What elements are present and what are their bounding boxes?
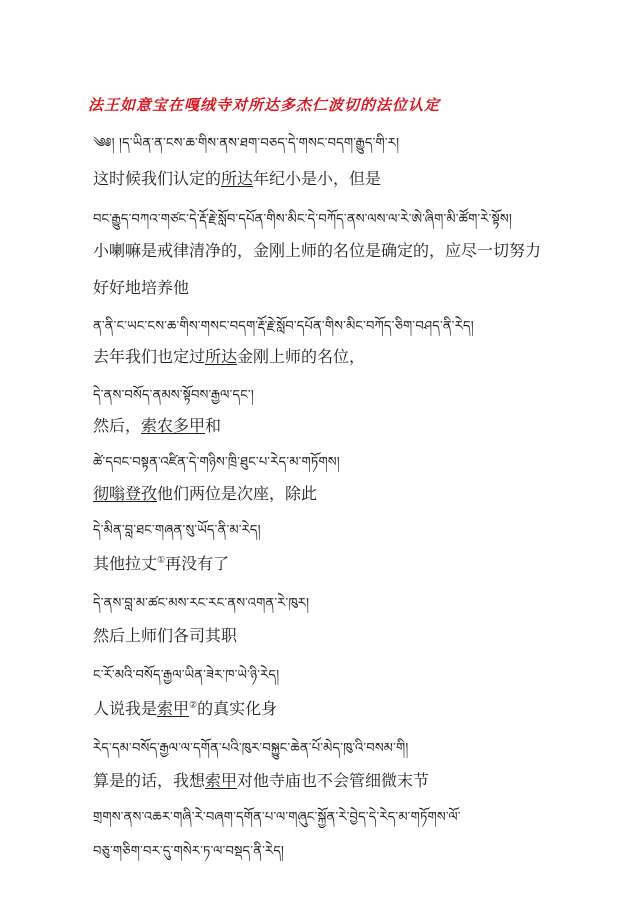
- tibetan-text-line: [93, 515, 261, 552]
- text-segment: 小喇嘛是戒律清净的，金刚上师的名位是确定的，应尽一切努力: [93, 241, 542, 260]
- tibetan-text-line: [93, 802, 461, 839]
- text-segment: 年纪小是小，但是: [253, 169, 382, 188]
- text-segment: 其他拉丈: [93, 554, 158, 573]
- underlined-name: 索甲: [157, 699, 190, 718]
- tibetan-text-line: [93, 447, 340, 484]
- text-segment: 和: [205, 416, 222, 435]
- chinese-text-line: [93, 344, 365, 367]
- tibetan-text-line: [93, 128, 399, 165]
- text-segment: 这时候我们认定的: [93, 169, 222, 188]
- text-segment: 他们两位是次座，除此: [157, 484, 318, 503]
- underlined-name: 所达: [205, 347, 238, 366]
- chinese-text-line: [93, 623, 237, 646]
- chinese-text-line: [93, 551, 229, 574]
- text-segment: ང་རོ་མའི་བསོད་རྒྱལ་ཡིན་ཟེར་ཁ་ཡེ་ཉི་རེད།: [93, 668, 280, 683]
- chinese-text-line: [93, 481, 317, 504]
- text-segment: རེད་དམ་བསོད་རྒྱལ་ལ་དགོན་པའི་ཁུར་བསྐྱུང་ཆེན་པོ་མེད་ཁུ་འི་བསམ་གི།: [93, 741, 409, 756]
- text-segment: 人说我是: [93, 699, 158, 718]
- tibetan-text-line: [93, 380, 254, 417]
- text-segment: ན་ནི་ང་ཡང་ངས་ཆ་གིས་གསང་བདག་རྡོ་རྗེ་སློབ་དཔོན་གིས་མིང་བཀོད་ཅིག་བཤད་ནི་རེད།: [93, 319, 474, 334]
- chinese-text-line: [93, 238, 541, 261]
- text-segment: 然后上师们各司其职: [93, 626, 238, 645]
- tibetan-text-line: [93, 204, 512, 241]
- chinese-text-line: [93, 768, 429, 791]
- footnote-marker: ①: [157, 555, 166, 566]
- text-segment: ༄༅། །ད་ཡིན་ན་ངས་ཆ་གིས་ནས་ཐག་བཅད་དེ་གསང་བདག་རྒྱུད་གི་ར།: [93, 136, 400, 151]
- chinese-text-line: [93, 275, 189, 298]
- text-segment: 金刚上师的名位，: [237, 347, 366, 366]
- text-segment: 好好地培养他: [93, 278, 190, 297]
- chinese-text-line: [93, 696, 277, 719]
- underlined-name: 索甲: [205, 771, 238, 790]
- underlined-name: 彻嗡登孜: [93, 484, 158, 503]
- chinese-text-line: [93, 413, 221, 436]
- underlined-name: 所达: [221, 169, 254, 188]
- text-segment: བང་རྒྱུད་བཀའ་གཙང་དེ་རྡོ་རྗེ་སློབ་དཔོན་གིས་མིང་དེ་བཀོད་ནས་ལས་ལ་རེ་ཨེ་ཞིག་མི་ཚོག་རེ་སྟོས།: [93, 212, 512, 227]
- text-segment: 算是的话，我想: [93, 771, 206, 790]
- text-segment: 的真实化身: [197, 699, 278, 718]
- text-segment: དེ་ནས་བསོད་ནམས་སྟོབས་རྒྱལ་དང་།: [93, 388, 254, 403]
- text-segment: 然后，: [93, 416, 142, 435]
- tibetan-text-line: [93, 660, 279, 697]
- text-segment: 去年我们也定过: [93, 347, 206, 366]
- text-segment: 对他寺庙也不会管细微末节: [237, 771, 430, 790]
- footnote-marker: ②: [189, 700, 198, 711]
- text-segment: གྲགས་ནས་འཆར་གཞི་རེ་བཞག་དགོན་པ་ལ་གཞུང་སྐྱོན་རེ་བྱེད་དེ་རེད་མ་གཏོགས་ལོ་: [93, 810, 461, 825]
- text-segment: ཚེ་དབང་བསྟན་འཛིན་དེ་གཉིས་ཁྲི་ཐུང་པ་རེད་མ་གཏོགས།: [93, 455, 340, 470]
- text-segment: བཅུ་གཅིག་བར་དུ་གསེར་ཏ་ལ་བསྡད་ནི་རེད།: [93, 844, 285, 859]
- text-segment: དེ་ནས་བླ་མ་ཚང་མས་རང་རང་ནས་འགན་རེ་ཁུར།: [93, 596, 310, 611]
- tibetan-text-line: [93, 311, 474, 348]
- chinese-text-line: [93, 166, 381, 189]
- tibetan-text-line: [93, 588, 309, 625]
- text-segment: 再没有了: [165, 554, 230, 573]
- underlined-name: 索农多甲: [141, 416, 206, 435]
- text-segment: དེ་མིན་བླ་ཐང་གཞན་སུ་ཡོད་ནི་མ་རེད།: [93, 523, 261, 538]
- tibetan-text-line: [93, 733, 409, 770]
- tibetan-text-line: [93, 836, 284, 873]
- document-title: 法王如意宝在嘎绒寺对所达多杰仁波切的法位认定: [88, 96, 441, 114]
